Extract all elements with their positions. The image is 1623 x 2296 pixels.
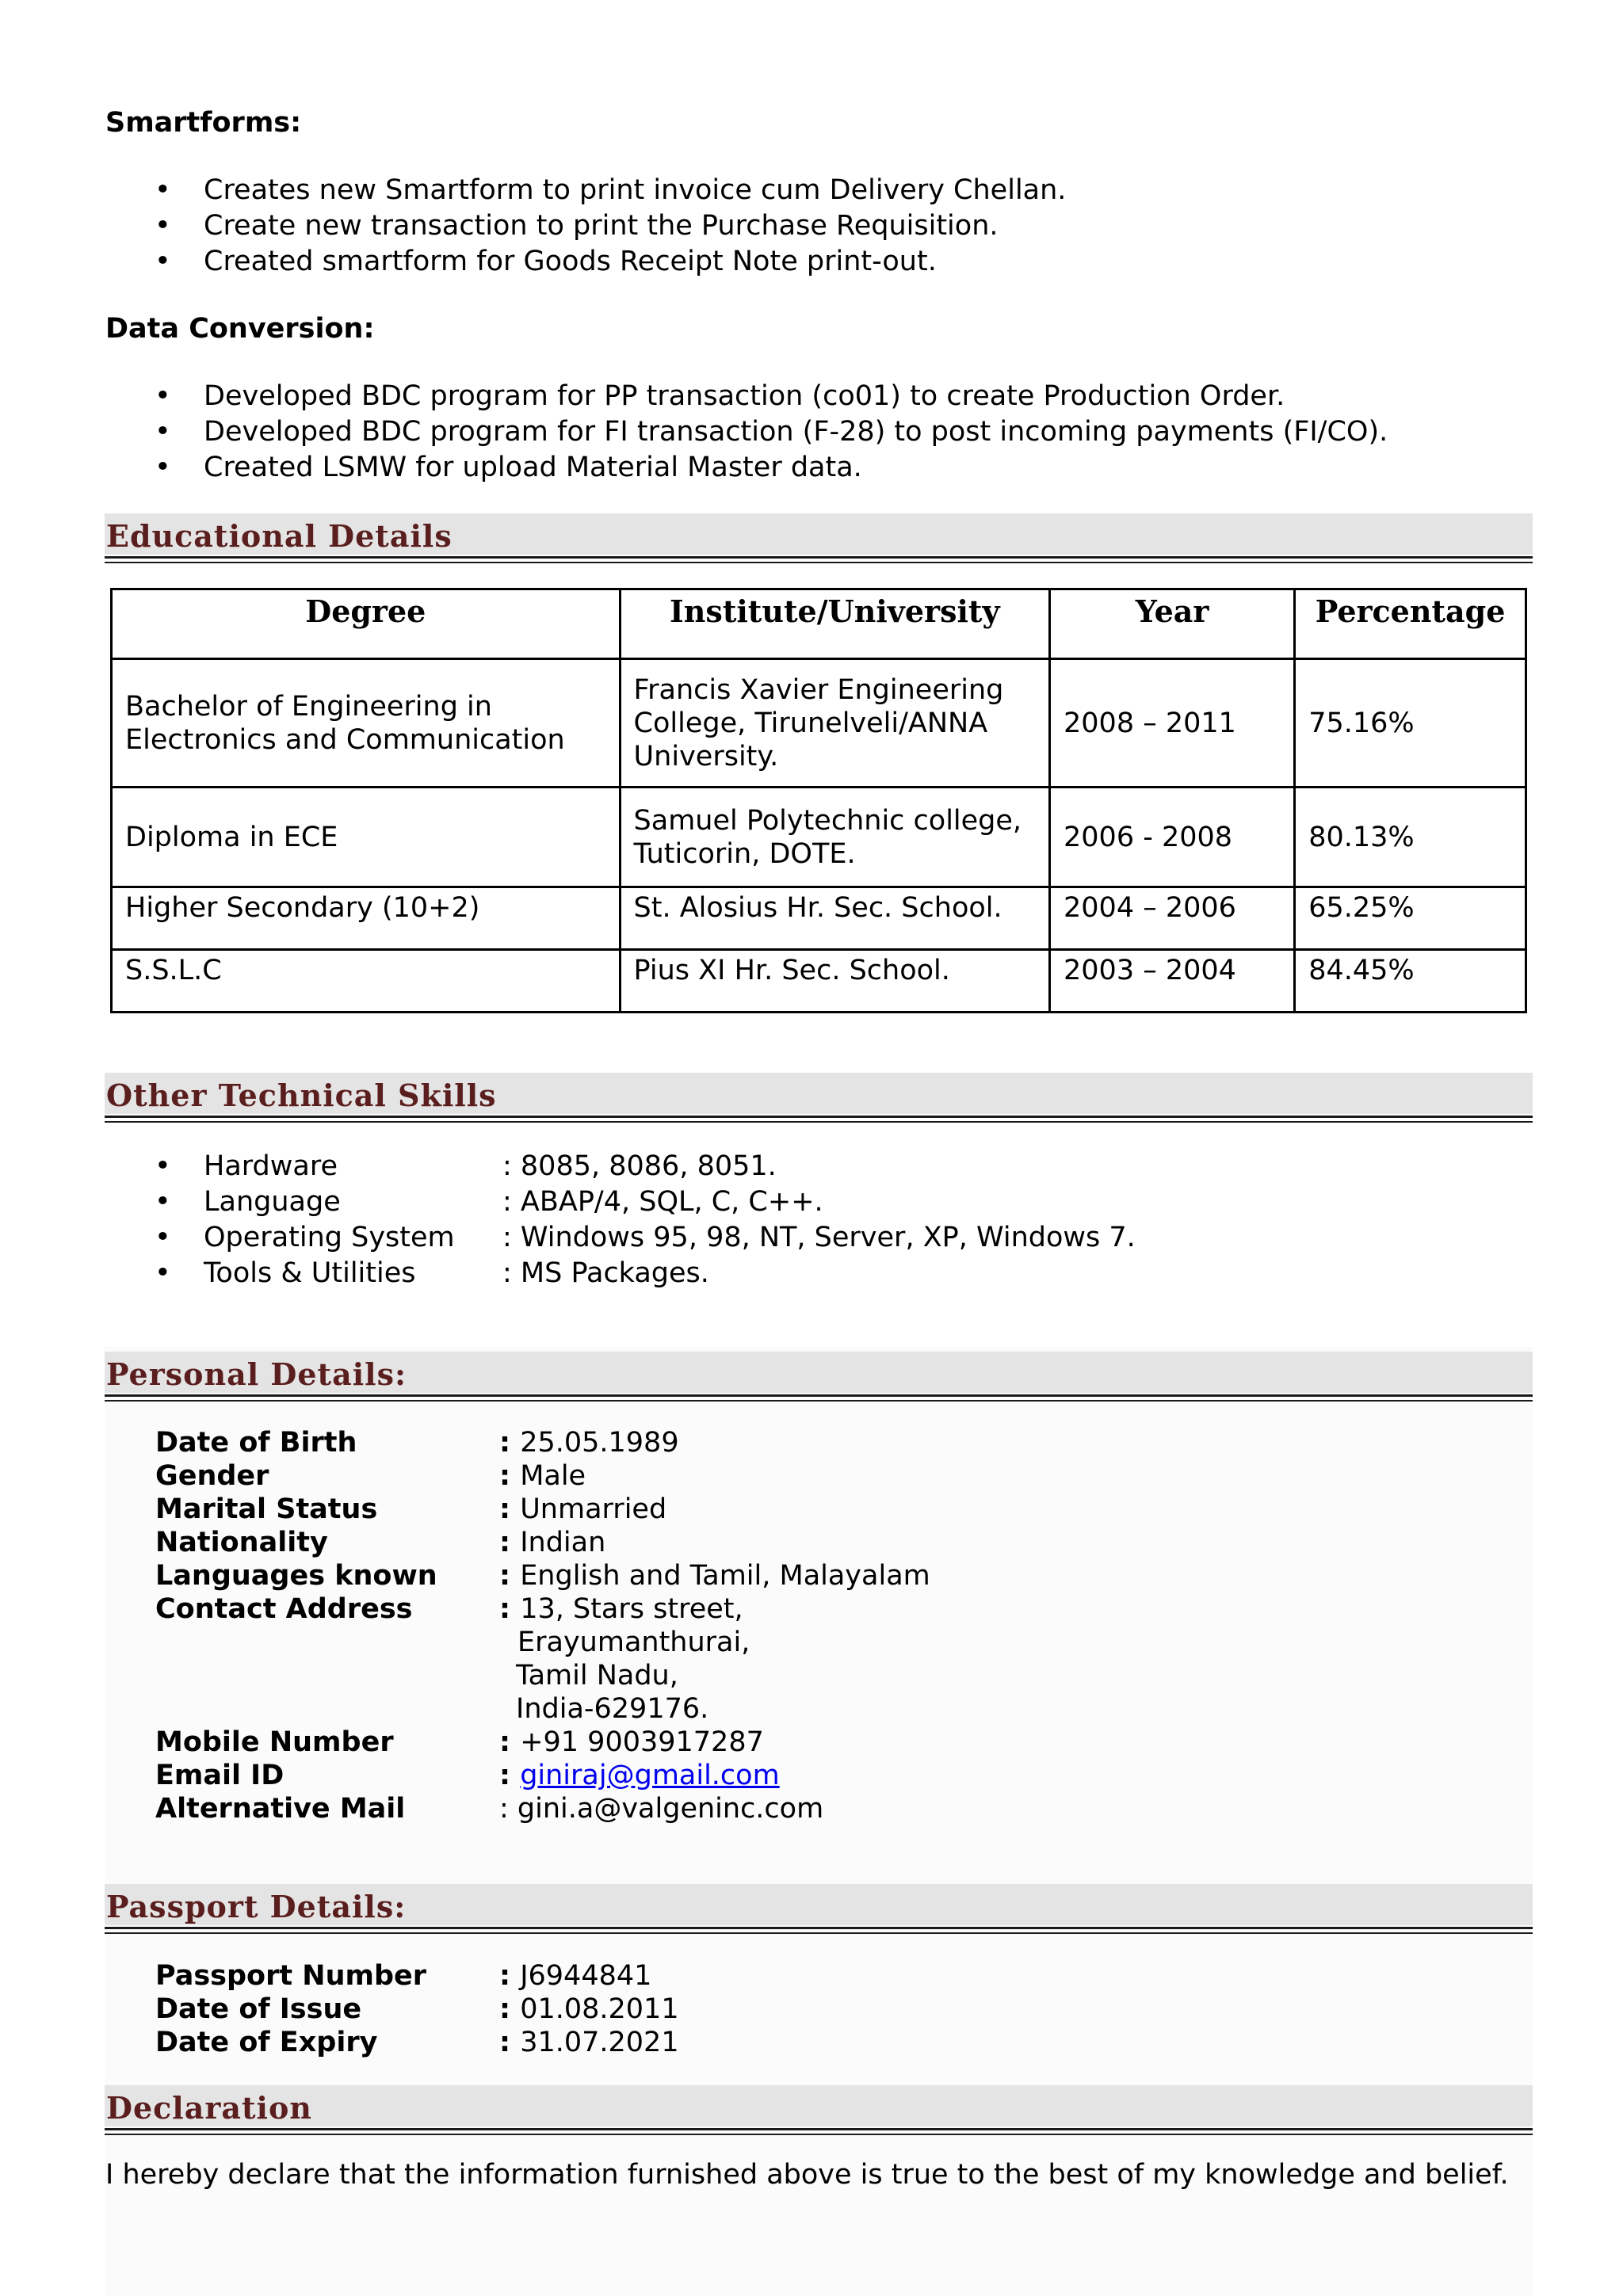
mobile-value: +91 9003917287: [520, 1726, 764, 1758]
year-cell: 2003 – 2004: [1050, 950, 1295, 1013]
list-item: • Created smartform for Goods Receipt Note print-out.: [105, 244, 1066, 280]
institute-cell: [620, 788, 1049, 887]
column-header-percentage: Percentage: [1295, 589, 1526, 659]
alt-mail-label: Alternative Mail: [155, 1793, 406, 1825]
skill-value: : MS Packages.: [502, 1257, 709, 1289]
smartforms-list: [105, 173, 1066, 280]
expiry-date-value: 31.07.2021: [520, 2027, 679, 2058]
smartforms-heading: Smartforms:: [105, 107, 302, 139]
section-title: Passport Details:: [105, 1884, 1533, 1925]
languages-label: Languages known: [155, 1560, 437, 1592]
address-line: 13, Stars street,: [520, 1593, 743, 1625]
list-item: [105, 1256, 1453, 1291]
institute-cell: St. Alosius Hr. Sec. School.: [620, 887, 1049, 950]
personal-section-header: [105, 1352, 1533, 1402]
list-item: [105, 1184, 1453, 1220]
list-item: • Create new transaction to print the Purchase Requisition.: [105, 208, 1066, 244]
data-conversion-list: [105, 379, 1388, 486]
list-item: • Created LSMW for upload Material Master data.: [105, 450, 1388, 486]
passport-details: Passport Number : J6944841 Date of Issue : 01.08.2011 Date of Expiry : 31.07.2021: [155, 1960, 679, 2058]
skill-value: : ABAP/4, SQL, C, C++.: [502, 1186, 823, 1218]
personal-details: Date of Birth : 25.05.1989 Gender : Male Marital Status : Unmarried Nationality : Indian Languages known : English and Tamil, Malayalam Contact Address : 13, Stars street, Erayumanthurai, Tamil Nadu, India-629176. Mobile Number : +91 9003917287 Email ID : giniraj@gmail.com Alternative Mail : gini.a@valgeninc.com: [155, 1427, 930, 1825]
address-line: Tamil Nadu,: [516, 1660, 678, 1691]
nationality-value: Indian: [520, 1527, 606, 1558]
email-label: Email ID: [155, 1760, 285, 1791]
skill-label: Tools & Utilities: [204, 1257, 416, 1289]
education-table: [110, 588, 1527, 1013]
issue-date-label: Date of Issue: [155, 1993, 362, 2025]
declaration-section-header: [105, 2085, 1533, 2135]
degree-cell: S.S.L.C: [112, 950, 621, 1013]
dob-value: 25.05.1989: [520, 1427, 679, 1459]
list-item: • Creates new Smartform to print invoice cum Delivery Chellan.: [105, 173, 1066, 208]
passport-number-label: Passport Number: [155, 1960, 427, 1992]
address-line: Erayumanthurai,: [517, 1627, 750, 1658]
address-line: India-629176.: [516, 1693, 709, 1725]
gender-value: Male: [520, 1460, 586, 1492]
list-item: [105, 1220, 1453, 1256]
cell-line: Samuel Polytechnic college,: [633, 804, 1022, 837]
cell-line: College, Tirunelveli/ANNA: [633, 707, 988, 739]
percentage-cell: 65.25%: [1295, 887, 1526, 950]
dob-label: Date of Birth: [155, 1427, 357, 1459]
percentage-cell: 80.13%: [1295, 788, 1526, 887]
year-cell: 2008 – 2011: [1050, 659, 1295, 788]
percentage-cell: 84.45%: [1295, 950, 1526, 1013]
data-conversion-heading: Data Conversion:: [105, 313, 375, 345]
table-row: [112, 887, 1526, 950]
issue-date-value: 01.08.2011: [520, 1993, 679, 2025]
section-title: Educational Details: [105, 513, 1533, 555]
percentage-cell: 75.16%: [1295, 659, 1526, 788]
skill-value: : Windows 95, 98, NT, Server, XP, Windows 7.: [502, 1222, 1136, 1253]
degree-cell: [112, 659, 621, 788]
address-label: Contact Address: [155, 1593, 413, 1625]
table-row: [112, 788, 1526, 887]
year-cell: 2004 – 2006: [1050, 887, 1295, 950]
degree-cell: Diploma in ECE: [112, 788, 621, 887]
year-cell: 2006 - 2008: [1050, 788, 1295, 887]
marital-status-label: Marital Status: [155, 1493, 378, 1525]
section-title: Other Technical Skills: [105, 1073, 1533, 1114]
section-title: Declaration: [105, 2085, 1533, 2126]
mobile-label: Mobile Number: [155, 1726, 394, 1758]
list-item: [105, 1149, 1453, 1184]
languages-value: English and Tamil, Malayalam: [520, 1560, 930, 1592]
skill-value: : 8085, 8086, 8051.: [502, 1150, 777, 1182]
marital-status-value: Unmarried: [520, 1493, 667, 1525]
list-item: • Developed BDC program for FI transaction (F-28) to post incoming payments (FI/CO).: [105, 414, 1388, 450]
institute-cell: Pius XI Hr. Sec. School.: [620, 950, 1049, 1013]
expiry-date-label: Date of Expiry: [155, 2027, 378, 2058]
table-row: [112, 659, 1526, 788]
skill-label: Language: [204, 1186, 341, 1218]
cell-line: Tuticorin, DOTE.: [633, 837, 856, 870]
cell-line: University.: [633, 740, 779, 772]
list-item: • Developed BDC program for PP transaction (co01) to create Production Order.: [105, 379, 1388, 414]
nationality-label: Nationality: [155, 1527, 328, 1558]
section-title: Personal Details:: [105, 1352, 1533, 1393]
column-header-institute: Institute/University: [620, 589, 1049, 659]
declaration-text: I hereby declare that the information furnished above is true to the best of my knowledge and belief.: [105, 2159, 1509, 2191]
email-link[interactable]: giniraj@gmail.com: [520, 1760, 780, 1791]
cell-line: Bachelor of Engineering in: [125, 690, 492, 723]
education-section-header: [105, 513, 1533, 563]
institute-cell: [620, 659, 1049, 788]
skill-label: Operating System: [204, 1222, 455, 1253]
column-header-degree: Degree: [112, 589, 621, 659]
skill-label: Hardware: [204, 1150, 338, 1182]
passport-number-value: J6944841: [520, 1960, 652, 1992]
cell-line: Electronics and Communication: [125, 723, 565, 756]
alt-mail-value: gini.a@valgeninc.com: [517, 1793, 824, 1825]
skills-list: [105, 1149, 1453, 1291]
table-header-row: [112, 589, 1526, 659]
column-header-year: Year: [1050, 589, 1295, 659]
skills-section-header: [105, 1073, 1533, 1123]
cell-line: Francis Xavier Engineering: [633, 673, 1004, 706]
table-row: [112, 950, 1526, 1013]
passport-section-header: [105, 1884, 1533, 1934]
degree-cell: Higher Secondary (10+2): [112, 887, 621, 950]
gender-label: Gender: [155, 1460, 269, 1492]
